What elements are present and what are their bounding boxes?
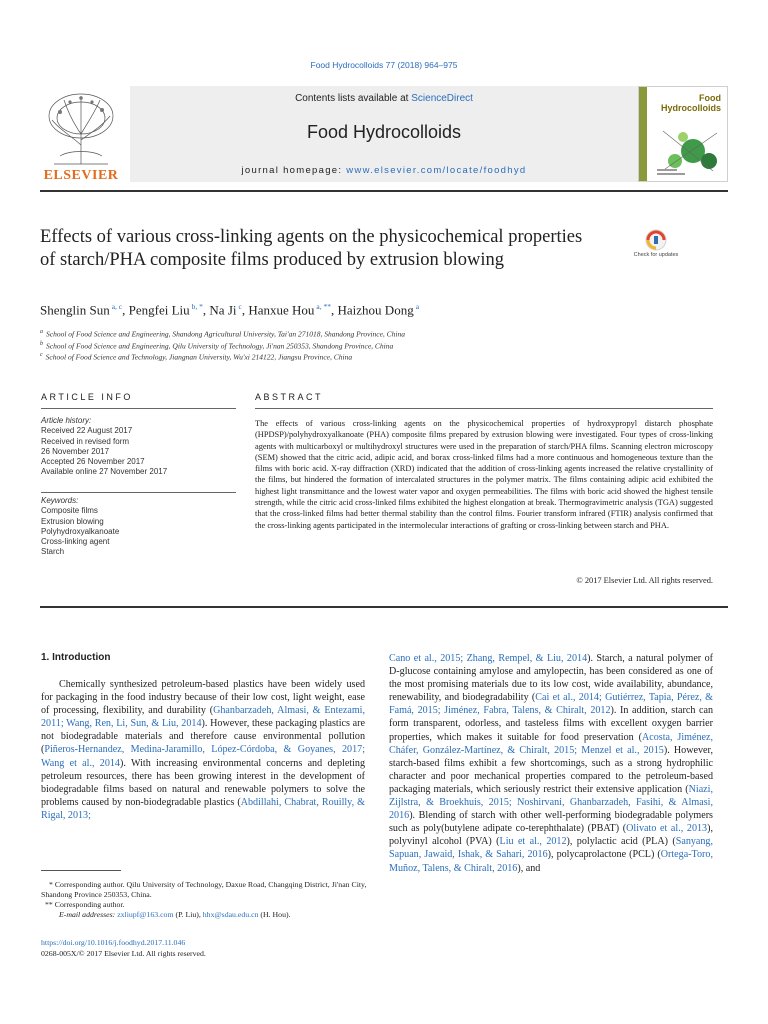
keywords-label: Keywords: <box>41 496 79 505</box>
body-text: ). Starch, a natural polymer of D-glucose containing amylose and amylopectin, has been considered as one of the most promising materials due to its low cost, wide availability, abundance, renewability, and biodegradability ( <box>389 653 713 704</box>
body-text: ). With increasing environmental concerns and depleting petroleum resources, there has been growing interest in the development of biodegradable films based on natural and renewable polymers to solve the problems caused by non-biodegradable plastics ( <box>41 757 366 808</box>
author-separator: , <box>241 302 249 318</box>
citation-link[interactable]: Cano et al., 2015; Zhang, Rempel, & Liu, 2014 <box>389 653 588 664</box>
body-text: ), polylactic acid (PLA) ( <box>566 836 676 848</box>
page-footer <box>41 938 206 959</box>
history-entry: Available online 27 November 2017 <box>41 467 168 477</box>
abstract-rule <box>255 408 713 409</box>
cover-spine <box>639 87 647 182</box>
author-name: Na Ji <box>209 302 237 318</box>
email-who-hou: (H. Hou). <box>258 910 291 919</box>
keyword-item: Cross-linking agent <box>41 537 110 547</box>
author-list <box>40 302 419 318</box>
intro-heading: 1. Introduction <box>41 652 111 663</box>
citation-link[interactable]: Olivato et al., 2013 <box>626 823 708 835</box>
history-list <box>41 426 167 477</box>
body-text: ). In addition, starch can form transparent, odorless, and tasteless films with excellent oxygen barrier properties, which makes it suitable for food preservation ( <box>389 705 713 743</box>
affiliation-text: School of Food Science and Engineering, Qilu University of Technology, Ji'nan 250353, Shandong Province, China <box>46 341 394 350</box>
journal-header <box>40 86 728 186</box>
history-entry: Received in revised form <box>41 436 130 446</box>
author-separator: , <box>122 302 129 318</box>
body-text: ), and <box>517 862 541 874</box>
citation-link[interactable]: Ghanbarzadeh, Almasi, & Entezami, 2011; Wang, Ren, Li, Sun, & Liu, 2014 <box>41 705 365 730</box>
author-affiliation-mark[interactable]: a, c <box>111 302 123 311</box>
keyword-list <box>41 506 119 557</box>
author-name: Pengfei Liu <box>128 302 190 318</box>
keywords-rule <box>41 492 236 493</box>
history-entry: 26 November 2017 <box>41 446 110 456</box>
corresponding-author-1: * Corresponding author. Qilu University of Technology, Daxue Road, Changqing District, Ji'nan City, Shandong Province 250353, China. <box>41 880 367 899</box>
body-text: ), polycaprolactone (PCL) ( <box>547 849 661 861</box>
author-affiliation-mark[interactable]: b, * <box>191 302 203 311</box>
article-info-heading: ARTICLE INFO <box>41 392 133 402</box>
homepage-link[interactable]: www.elsevier.com/locate/foodhyd <box>346 165 527 176</box>
author-affiliation-mark[interactable]: a <box>415 302 420 311</box>
email-label: E-mail addresses: <box>59 910 118 919</box>
affiliation-mark: c <box>40 352 43 358</box>
email-who-liu: (P. Liu), <box>173 910 203 919</box>
body-text: ). Blending of starch with other well-performing biodegradable polymers such as poly(butylene adipate co-terephthalate) (PBAT) ( <box>389 810 713 835</box>
cover-molecule-graphic <box>653 121 723 177</box>
author-affiliation-mark[interactable]: a, ** <box>316 302 332 311</box>
email-line <box>41 910 369 920</box>
article-info-rule <box>41 408 236 409</box>
journal-name: Food Hydrocolloids <box>306 122 462 142</box>
email-link-hou[interactable]: hhx@sdau.edu.cn <box>202 910 259 919</box>
keyword-item: Starch <box>41 547 65 557</box>
affiliation-text: School of Food Science and Technology, Jiangnan University, Wu'xi 214122, Jiangsu Province, China <box>45 352 353 362</box>
header-rule <box>40 190 728 192</box>
citation-link[interactable]: Abdillahi, Chabrat, Rouilly, & Rigal, 2013; <box>41 796 365 821</box>
elsevier-wordmark: ELSEVIER <box>43 168 119 183</box>
keyword-item: Composite films <box>41 506 98 516</box>
journal-cover-thumbnail[interactable] <box>638 86 728 182</box>
body-text: ), polyvinyl alcohol (PVA) ( <box>389 823 713 848</box>
corresponding-author-2: ** Corresponding author. <box>45 900 125 909</box>
author-name: Haizhou Dong <box>337 302 414 318</box>
journal-homepage <box>40 165 728 176</box>
keyword-item: Extrusion blowing <box>41 516 104 526</box>
contents-prefix: Contents lists available at <box>295 93 412 104</box>
history-entry: Accepted 26 November 2017 <box>41 457 145 467</box>
citation-link[interactable]: Acosta, Jiménez, Cháfer, González-Martínez, & Chiralt, 2015; Menzel et al., 2015 <box>389 731 713 756</box>
article-info-block <box>41 416 167 478</box>
body-text: Chemically synthesized petroleum-based plastics have been widely used for packaging in the food industry because of their low cost, light weight, ease of processing, flexibility, and durability ( <box>41 679 365 717</box>
sciencedirect-link[interactable]: ScienceDirect <box>411 93 473 104</box>
author-name: Hanxue Hou <box>248 302 315 318</box>
keywords-block <box>41 496 119 558</box>
article-title: Effects of various cross-linking agents on the physicochemical properties of starch/PHA composite films produced by extrusion blowing <box>40 227 583 270</box>
author-separator: , <box>331 302 338 318</box>
email-link-liu[interactable]: zxliupf@163.com <box>117 910 174 919</box>
abstract-bottom-rule <box>40 606 728 608</box>
affiliation-text: School of Food Science and Engineering, Shandong Agricultural University, Tai'an 271018, Shandong Province, China <box>46 329 406 339</box>
cover-title <box>661 93 721 113</box>
body-text: ). However, these packaging plastics are not biodegradable materials and therefore cause environmental pollution ( <box>41 718 365 756</box>
citation-link[interactable]: Ortega-Toro, Muñoz, Talens, & Chiralt, 2016 <box>389 849 713 874</box>
cover-title-line1: Food <box>699 93 721 103</box>
affiliation-line <box>40 329 405 339</box>
affiliation-line <box>40 352 352 362</box>
check-for-updates-label: Check for updates <box>633 252 679 258</box>
body-text: ). However, starch-based films exhibit a few shortcomings, such as a strong hydrophilic character and poor mechanical properties compared to the petroleum-based packaging materials, which seriously restrict their extensive application ( <box>389 744 713 795</box>
affiliation-mark: b <box>40 340 43 347</box>
keyword-item: Polyhydroxyalkanoate <box>41 526 120 536</box>
citation-link[interactable]: Piñeros-Hernandez, Medina-Jaramillo, López-Córdoba, & Goyanes, 2017; Wang et al., 2014 <box>41 744 365 769</box>
affiliation-line <box>40 341 393 351</box>
author-separator: , <box>202 302 210 318</box>
footnote-rule <box>41 870 121 871</box>
author-name: Shenglin Sun <box>40 302 110 318</box>
abstract-text: The effects of various cross-linking agents on the physicochemical properties of hydroxypropyl distarch phosphate (HPDSP)/polyhydroxyalkanoate (PHA) composite films prepared by extrusion blowing were investigated. Four types of cross-linking agents with multicarboxyl or multihydroxyl structures were used in the preparation of starch/PHA films. Scanning electron microscopy (SEM) showed that the citric acid, adipic acid, and borax cross-linked films had a more continuous and homogeneous texture than the films with boric acid. X-ray diffraction (XRD) indicated that the addition of cross-linking agents increased the relative crystallinity of the films, but hindered the formation of intercalated structures in the polymer matrix. The films containing adipic acid exhibited the highest light transmittance and the lowest water vapor and oxygen permeabilities. The films with boric acid showed the highest tensile strength, while the citric acid cross-linked films exhibited the highest elongation at break. Thermogravimetric analysis (TGA) suggested that the cross-linked films had better thermal stability than the control films. Fourier transform infrared (FTIR) analysis confirmed that the cross-linking agents participated in the intermolecular interactions of grafting or cross-linking between starch and PHA. <box>255 419 713 530</box>
intro-right-column <box>389 652 713 875</box>
author-affiliation-mark[interactable]: c <box>238 302 242 311</box>
history-entry: Received 22 August 2017 <box>41 426 133 436</box>
homepage-prefix: journal homepage: <box>241 165 347 176</box>
doi-link[interactable]: https://doi.org/10.1016/j.foodhyd.2017.11.046 <box>41 938 186 947</box>
intro-left-column <box>41 678 365 822</box>
abstract-heading: ABSTRACT <box>255 392 324 402</box>
contents-line <box>40 93 728 104</box>
journal-reference[interactable]: Food Hydrocolloids 77 (2018) 964–975 <box>310 60 458 70</box>
abstract-copyright: © 2017 Elsevier Ltd. All rights reserved. <box>576 576 713 585</box>
citation-link[interactable]: Sanyang, Sapuan, Jawaid, Ishak, & Sahari, 2016 <box>389 836 714 861</box>
affiliation-mark: a <box>40 329 43 335</box>
issn-line: 0268-005X/© 2017 Elsevier Ltd. All rights reserved. <box>41 948 206 958</box>
footnotes <box>41 880 369 920</box>
check-for-updates-icon[interactable] <box>636 228 676 268</box>
citation-link[interactable]: Cai et al., 2014; Gutiérrez, Tapia, Pérez, & Famá, 2015; Jiménez, Fabra, Talens, & Chiralt, 2012 <box>389 692 713 717</box>
citation-link[interactable]: Niazi, Zijlstra, & Broekhuis, 2015; Noshirvani, Ghanbarzadeh, Fasihi, & Almasi, 2016 <box>389 783 713 822</box>
citation-link[interactable]: Liu et al., 2012 <box>499 836 567 848</box>
cover-title-line2: Hydrocolloids <box>660 103 721 113</box>
history-label: Article history: <box>41 416 92 425</box>
